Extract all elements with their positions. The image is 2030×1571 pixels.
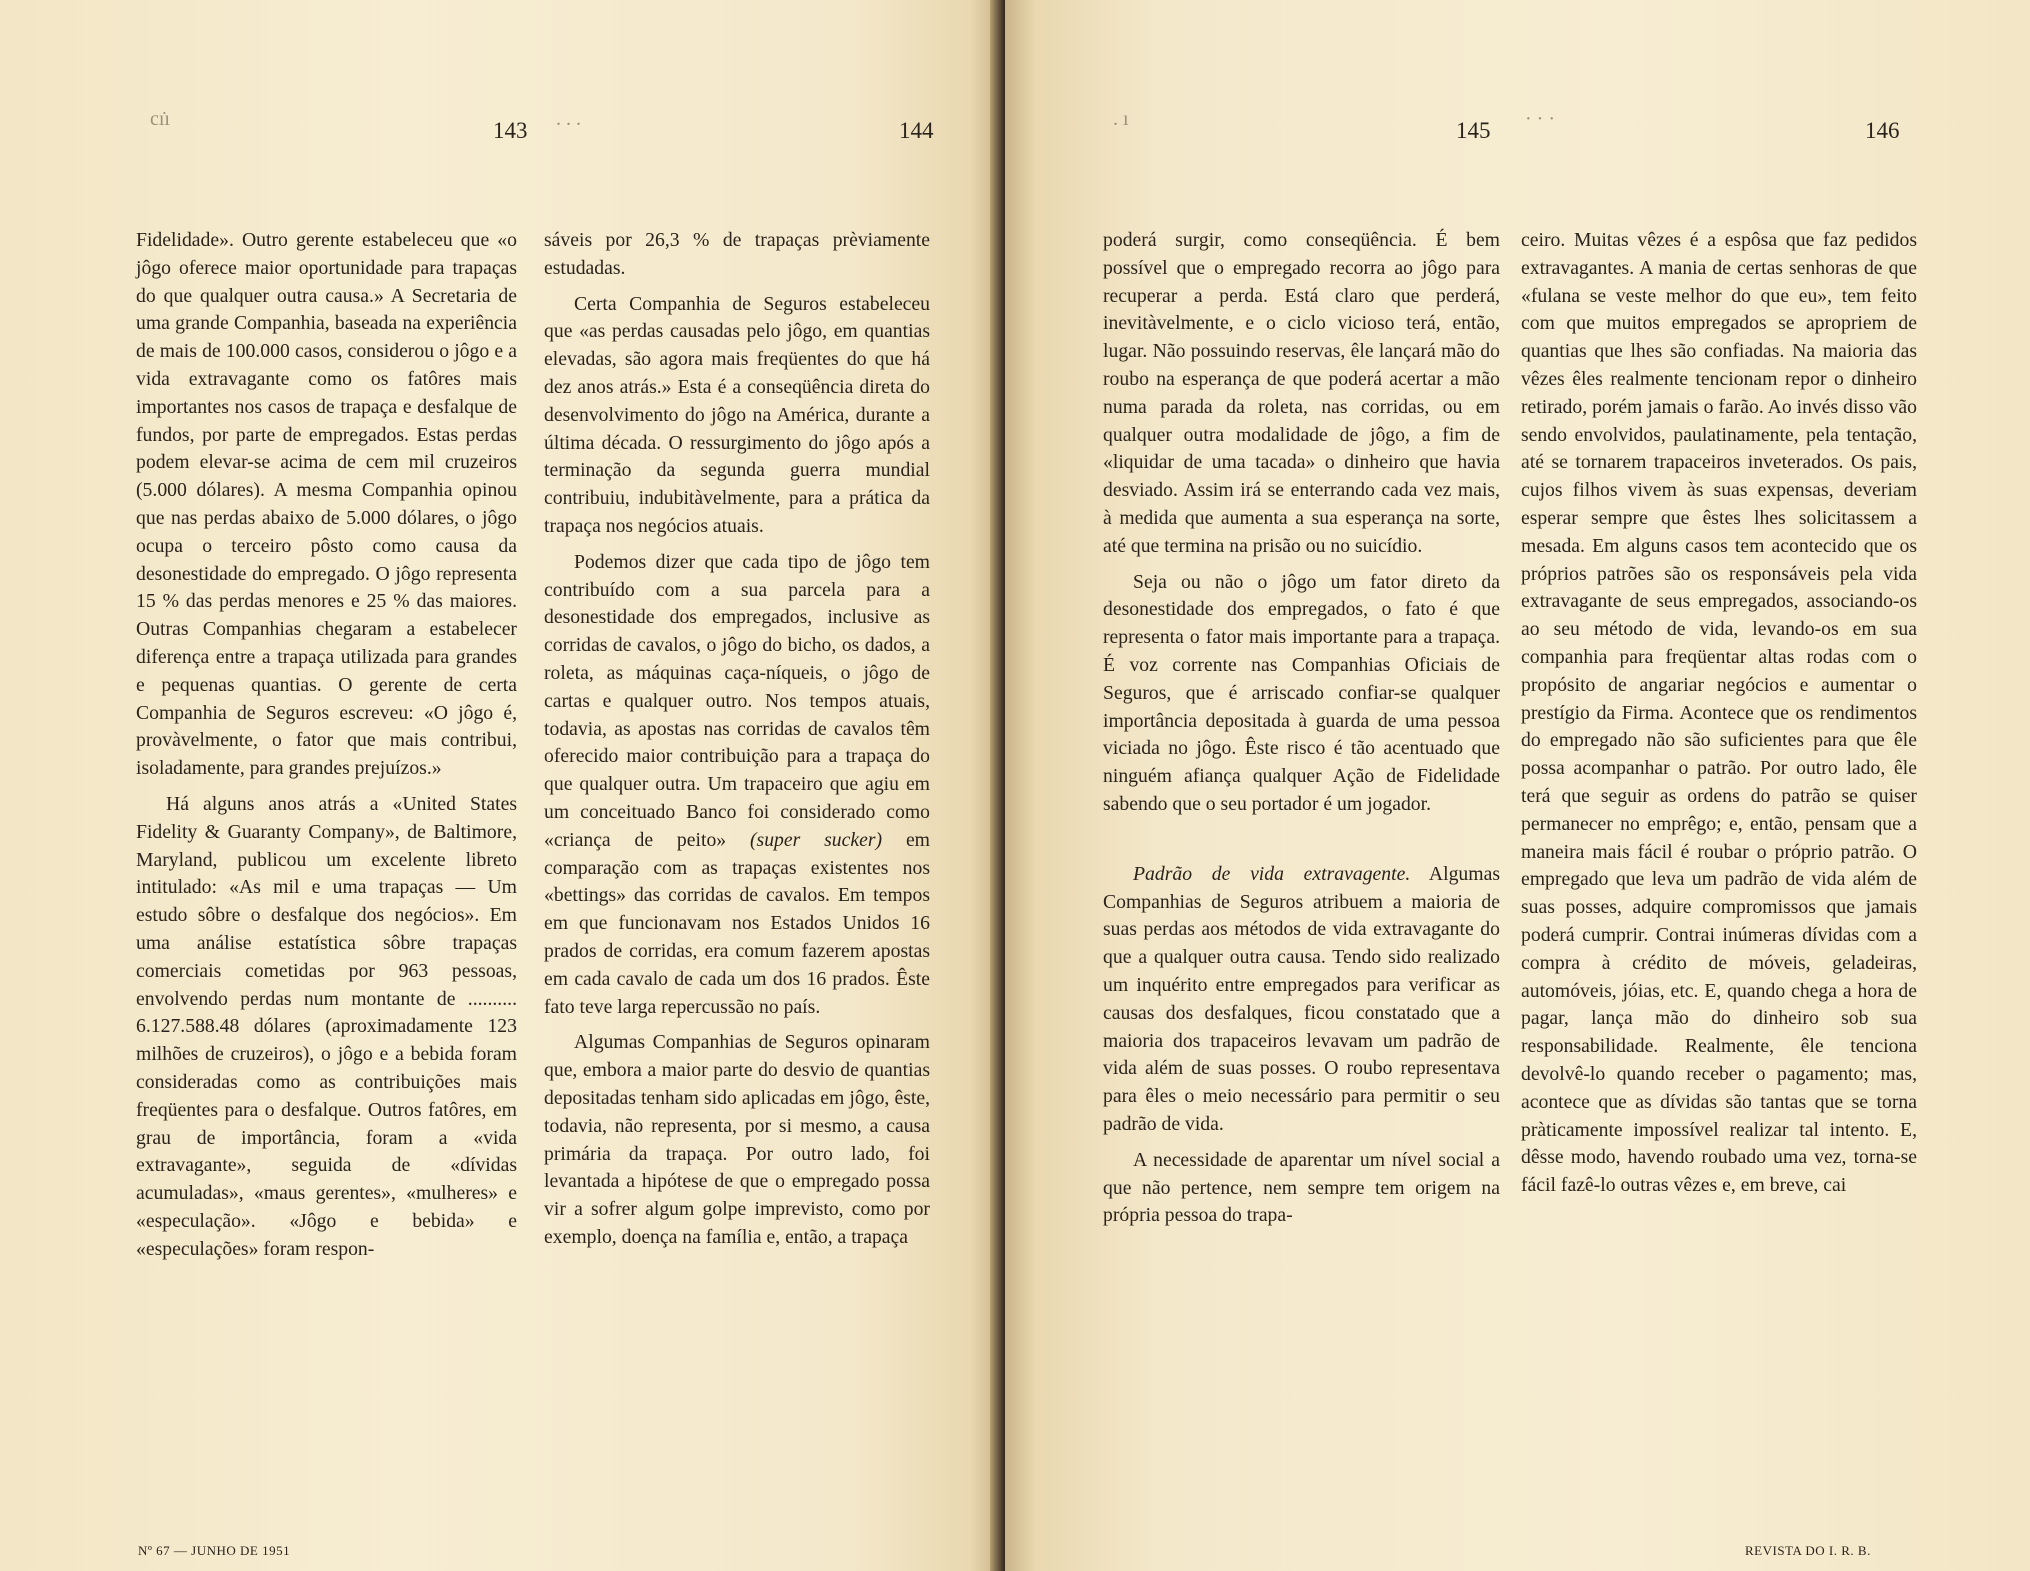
paragraph: ceiro. Muitas vêzes é a espôsa que faz pedidos extravagantes. A mania de certas senhoras de que «fulana se veste melhor do que eu», tem feito com que muitos empregados se apropriem de quantias que lhes são confiadas. Na maioria das vêzes êles realmente tencionam repor o dinheiro retirado, porém jamais o farão. Ao invés disso vão sendo envolvidos, paulatinamente, pela tentação, até se tornarem trapaceiros inveterados. Os pais, cujos filhos vivem às suas expensas, deveriam esperar sempre que êstes lhes solicitassem a mesada. Em alguns casos tem acontecido que os próprios patrões são os responsáveis pela vida extravagante de seus empregados, associando-os ao seu método de vida, levando-os em sua companhia para freqüentar altas rodas com o propósito de angariar negócios e aumentar o prestígio da Firma. Acontece que os rendimentos do empregado não são suficientes para que êle possa acompanhar o patrão. Por outro lado, êle terá que seguir as ordens do patrão se quiser permanecer no emprêgo; e, então, pensam que a maneira mais fácil é roubar o próprio patrão. O empregado que leva um padrão de vida além de suas posses, adquire compromissos que jamais poderá cumprir. Contrai inúmeras dívidas com a compra à crédito de móveis, geladeiras, automóveis, jóias, etc. E, quando chega a hora de pagar, lança mão do dinheiro sob sua responsabilidade. Realmente, êle tenciona devolvê-lo quando receber o pagamento; mas, acontece que as dívidas são tantas que se torna pràticamente impossível realizar tal intento. E, dêsse modo, havendo roubado uma vez, torna-se fácil fazê-lo outras vêzes e, em breve, cai (1521, 229, 1917, 1197)
column-page-146 (1521, 227, 1917, 1200)
page-number-145: 145 (1456, 118, 1491, 143)
paragraph: poderá surgir, como conseqüência. É bem possível que o empregado recorra ao jôgo para recuperar a perda. Está claro que perderá, inevitàvelmente, e o ciclo vicioso terá, então, lugar. Não possuindo reservas, êle lançará mão do roubo na esperança de que poderá acertar a mão numa parada da roleta, nas corridas, ou em qualquer outra modalidade de jôgo, a fim de «liquidar de uma tacada» o dinheiro que havia desviado. Assim irá se enterrando cada vez mais, à medida que aumenta a sua esperança na sorte, até que termina na prisão ou no suicídio. (1103, 229, 1500, 557)
page-number-143: 143 (493, 118, 528, 143)
column-page-145 (1103, 227, 1500, 1230)
paragraph: Algumas Companhias de Seguros opinaram que, embora a maior parte do desvio de quantias depositadas tenham sido aplicadas em jôgo, êste, todavia, não representa, por si mesmo, a causa primária da trapaça. Por outro lado, foi levantada a hipótese de que o empregado possa vir a sofrer algum golpe imprevisto, como por exemplo, doença na família e, então, a trapaça (544, 1031, 930, 1248)
section-paragraph: Padrão de vida extravagente. Algumas Companhias de Seguros atribuem a maioria de suas perdas aos métodos de vida extravagante do que a qualquer outra causa. Tendo sido realizado um inquérito entre empregados para verificar as causas dos desfalques, ficou constatado que a maioria dos trapaceiros levavam um padrão de vida além de suas posses. O roubo representava para êles o meio necessário para permitir o seu padrão de vida. (1103, 862, 1500, 1135)
page-number-144: 144 (899, 118, 934, 143)
page-number-146: 146 (1865, 118, 1900, 143)
left-page (0, 0, 1000, 1571)
column-page-144 (544, 227, 930, 1252)
page-mark: . ı (1113, 108, 1129, 130)
paragraph: Podemos dizer que cada tipo de jôgo tem contribuído com a sua parcela para a desonestidade dos empregados, inclusive as corridas de cavalos, o jôgo do bicho, os dados, a roleta, as máquinas caça-níqueis, o jôgo de cartas e qualquer outro. Nos tempos atuais, todavia, as apostas nas corridas de cavalos têm oferecido maior contribuição para a trapaça do que qualquer outra. Um trapaceiro que agiu em um conceituado Banco foi considerado como «criança de peito» (super sucker) em comparação com as trapaças existentes nos «bettings» das corridas de cavalos. Em tempos em que funcionavam nos Estados Unidos 16 prados de corridas, era comum fazerem apostas em cada cavalo de cada um dos 16 prados. Êste fato teve larga repercussão no país. (544, 550, 930, 1018)
paragraph: Seja ou não o jôgo um fator direto da desonestidade dos empregados, o fato é que representa o fator mais importante para a trapaça. É voz corrente nas Companhias Oficiais de Seguros, que é arriscado confiar-se qualquer importância depositada à guarda de uma pessoa viciada no jôgo. Êste risco é tão acentuado que ninguém afiança qualquer Ação de Fidelidade sabendo que o seu portador é um jogador. (1103, 570, 1500, 815)
footer-issue: Nº 67 — JUNHO DE 1951 (138, 1543, 291, 1558)
page-mark: · · · (1525, 108, 1555, 130)
italic-phrase: (super sucker) (750, 828, 883, 851)
paragraph: Há alguns anos atrás a «United States Fidelity & Guaranty Company», de Baltimore, Maryland, publicou um excelente libreto intitulado: «As mil e uma trapaças — Um estudo sôbre o desfalque dos negócios». Em uma análise estatística sôbre trapaças comerciais cometidas por 963 pessoas, envolvendo perdas num montante de .......... 6.127.588.48 dólares (aproximadamente 123 milhões de cruzeiros), o jôgo e a bebida foram consideradas como as contribuições mais freqüentes para o desfalque. Outros fatôres, em grau de importância, foram a «vida extravagante», seguida de «dívidas acumuladas», «maus gerentes», «mulheres» e «especulação». «Jôgo e bebida» e «especulações» foram respon- (136, 792, 517, 1260)
column-page-143 (136, 227, 517, 1263)
footer-journal: REVISTA DO I. R. B. (1745, 1543, 1871, 1558)
section-heading: Padrão de vida extravagente. (1133, 862, 1411, 885)
paragraph: A necessidade de aparentar um nível social a que não pertence, nem sempre tem origem na própria pessoa do trapa- (1103, 1148, 1500, 1227)
paragraph: Fidelidade». Outro gerente estabeleceu que «o jôgo oferece maior oportunidade para trapaças do que qualquer outra causa.» A Secretaria de uma grande Companhia, baseada na experiência de mais de 100.000 casos, considerou o jôgo e a vida extravagante como os fatôres mais importantes nos casos de trapaça e desfalque de fundos, por parte de empregados. Estas perdas podem elevar-se acima de cem mil cruzeiros (5.000 dólares). A mesma Companhia opinou que nas perdas abaixo de 5.000 dólares, o jôgo ocupa o terceiro pôsto como causa da desonestidade do empregado. O jôgo representa 15 % das perdas menores e 25 % das maiores. Outras Companhias chegaram a estabelecer diferença entre a trapaça utilizada para grandes e pequenas quantias. O gerente de certa Companhia de Seguros escreveu: «O jôgo é, provàvelmente, o fator que mais contribui, isoladamente, para grandes prejuízos.» (136, 229, 517, 780)
page-mark: . . . (556, 108, 581, 130)
right-page (1005, 0, 2030, 1571)
paragraph: sáveis por 26,3 % de trapaças prèviamente estudadas. (544, 229, 930, 279)
paragraph: Certa Companhia de Seguros estabeleceu que «as perdas causadas pelo jôgo, em quantias elevadas, são agora mais freqüentes do que há dez anos atrás.» Esta é a conseqüência direta do desenvolvimento do jôgo na América, durante a última década. O ressurgimento do jôgo após a terminação da segunda guerra mundial contribuiu, indubitàvelmente, para a prática da trapaça nos negócios atuais. (544, 292, 930, 537)
page-mark: cı̇ı (150, 108, 170, 130)
